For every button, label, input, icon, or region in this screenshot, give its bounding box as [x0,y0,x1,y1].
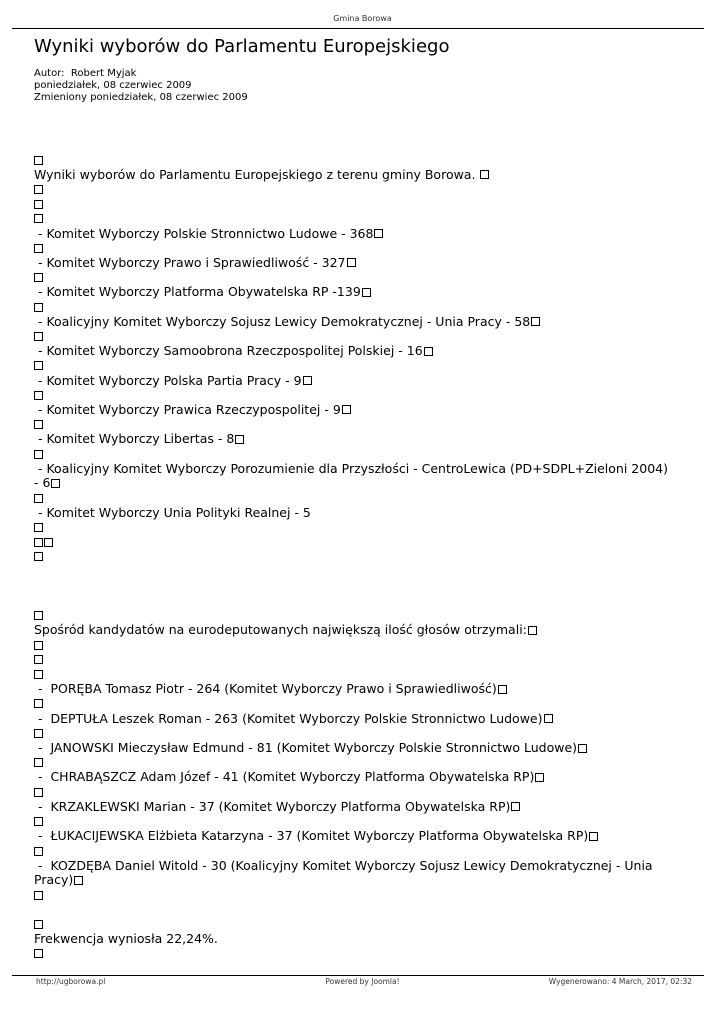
article-title: Wyniki wyborów do Parlamentu Europejskiego [34,36,450,57]
body-line [34,653,674,668]
missing-glyph-icon [34,611,43,620]
missing-glyph-icon [34,420,43,429]
body-text: - Koalicyjny Komitet Wyborczy Porozumienie dla Przyszłości - CentroLewica (PD+SDPL+Zieloni 2004) - 6 [34,460,672,491]
body-text: - CHRABĄSZCZ Adam Józef - 41 (Komitet Wyborczy Platforma Obywatelska RP) [34,769,535,785]
missing-glyph-icon [34,361,43,370]
missing-glyph-icon [34,185,43,194]
missing-glyph-icon [44,538,53,547]
body-line [34,932,674,947]
missing-glyph-icon [498,685,507,694]
body-text: - Komitet Wyborczy Prawica Rzeczypospolitej - 9 [34,401,341,417]
body-line [34,447,674,462]
missing-glyph-icon [34,450,43,459]
body-line [34,623,674,638]
body-line [34,712,674,727]
site-header: Gmina Borowa [333,14,392,23]
body-text: - Komitet Wyborczy Polska Partia Pracy - 9 [34,372,302,388]
body-line [34,359,674,374]
missing-glyph-icon [34,523,43,532]
body-line [34,462,674,491]
missing-glyph-icon [374,229,383,238]
body-line [34,903,674,918]
body-line [34,374,674,389]
missing-glyph-icon [34,391,43,400]
missing-glyph-icon [34,538,43,547]
missing-glyph-icon [74,876,83,885]
body-line [34,800,674,815]
body-line [34,579,674,594]
footer-divider [12,975,704,976]
body-text: - Komitet Wyborczy Unia Polityki Realnej - 5 [34,504,311,520]
body-text: - Komitet Wyborczy Libertas - 8 [34,431,235,447]
missing-glyph-icon [347,258,356,267]
body-line [34,285,674,300]
body-text: - PORĘBA Tomasz Piotr - 264 (Komitet Wyborczy Prawo i Sprawiedliwość) [34,681,497,697]
author-line [34,68,248,80]
missing-glyph-icon [34,214,43,223]
missing-glyph-icon [34,273,43,282]
body-line [34,829,674,844]
missing-glyph-icon [511,802,520,811]
body-line [34,535,674,550]
missing-glyph-icon [34,847,43,856]
body-line [34,859,674,888]
body-line [34,668,674,683]
body-line [34,682,674,697]
body-line [34,756,674,771]
body-line [34,521,674,536]
body-line [34,168,674,183]
body-line [34,197,674,212]
missing-glyph-icon [34,788,43,797]
author-name: Robert Myjak [70,68,137,79]
missing-glyph-icon [342,405,351,414]
created-date: poniedziałek, 08 czerwiec 2009 [34,80,192,91]
missing-glyph-icon [362,288,371,297]
body-text: - Komitet Wyborczy Samoobrona Rzeczpospolitej Polskiej - 16 [34,343,423,359]
footer-generated: Wygenerowano: 4 March, 2017, 02:32 [548,977,692,986]
missing-glyph-icon [544,714,553,723]
body-line [34,491,674,506]
body-line [34,329,674,344]
body-text: Frekwencja wyniosła 22,24%. [34,931,218,947]
modified-date: Zmieniony poniedziałek, 08 czerwiec 2009 [34,92,248,103]
missing-glyph-icon [34,332,43,341]
missing-glyph-icon [480,170,489,179]
missing-glyph-icon [535,773,544,782]
missing-glyph-icon [34,552,43,561]
header-divider [12,28,704,29]
missing-glyph-icon [589,832,598,841]
body-line [34,770,674,785]
missing-glyph-icon [34,891,43,900]
body-line [34,344,674,359]
body-line [34,741,674,756]
author-label: Autor: [34,68,65,79]
body-line [34,815,674,830]
missing-glyph-icon [531,317,540,326]
body-line [34,182,674,197]
body-line [34,241,674,256]
footer-powered-by: Powered by Joomla! [325,977,400,986]
missing-glyph-icon [578,744,587,753]
body-line [34,594,674,609]
body-line [34,565,674,580]
body-line [34,418,674,433]
body-line [34,918,674,933]
missing-glyph-icon [34,949,43,958]
missing-glyph-icon [34,303,43,312]
body-line [34,227,674,242]
missing-glyph-icon [303,376,312,385]
body-line [34,256,674,271]
body-line [34,403,674,418]
body-text: - Koalicyjny Komitet Wyborczy Sojusz Lewicy Demokratycznej - Unia Pracy - 58 [34,313,531,329]
body-line [34,844,674,859]
missing-glyph-icon [34,729,43,738]
body-text: - DEPTUŁA Leszek Roman - 263 (Komitet Wyborczy Polskie Stronnictwo Ludowe) [34,710,543,726]
body-text: - KRZAKLEWSKI Marian - 37 (Komitet Wyborczy Platforma Obywatelska RP) [34,798,511,814]
missing-glyph-icon [34,641,43,650]
body-line [34,300,674,315]
body-line [34,638,674,653]
missing-glyph-icon [34,817,43,826]
missing-glyph-icon [34,494,43,503]
body-line [34,388,674,403]
body-text: Spośród kandydatów na eurodeputowanych największą ilość głosów otrzymali: [34,622,527,638]
body-line [34,785,674,800]
body-text: - ŁUKACIJEWSKA Elżbieta Katarzyna - 37 (Komitet Wyborczy Platforma Obywatelska RP) [34,828,589,844]
body-line [34,315,674,330]
body-text: - JANOWSKI Mieczysław Edmund - 81 (Komitet Wyborczy Polskie Stronnictwo Ludowe) [34,740,578,756]
missing-glyph-icon [51,479,60,488]
missing-glyph-icon [34,920,43,929]
missing-glyph-icon [424,347,433,356]
missing-glyph-icon [528,626,537,635]
body-text: - KOZDĘBA Daniel Witold - 30 (Koalicyjny Komitet Wyborczy Sojusz Lewicy Demokratycznej - Unia Pracy) [34,857,657,888]
body-text: Wyniki wyborów do Parlamentu Europejskiego z terenu gminy Borowa. [34,166,480,182]
missing-glyph-icon [34,758,43,767]
body-line [34,271,674,286]
missing-glyph-icon [34,670,43,679]
body-line [34,947,674,962]
body-line [34,506,674,521]
body-line [34,609,674,624]
body-line [34,432,674,447]
missing-glyph-icon [34,200,43,209]
body-text: - Komitet Wyborczy Platforma Obywatelska RP -139 [34,284,361,300]
missing-glyph-icon [235,435,244,444]
missing-glyph-icon [34,699,43,708]
body-text: - Komitet Wyborczy Prawo i Sprawiedliwość - 327 [34,254,346,270]
body-line [34,888,674,903]
body-text: - Komitet Wyborczy Polskie Stronnictwo Ludowe - 368 [34,225,374,241]
body-line [34,697,674,712]
article-body [34,153,674,962]
article-meta [34,68,248,104]
missing-glyph-icon [34,244,43,253]
body-line [34,212,674,227]
body-line [34,550,674,565]
body-line [34,153,674,168]
missing-glyph-icon [34,655,43,664]
body-line [34,726,674,741]
missing-glyph-icon [34,156,43,165]
footer-url: http://ugborowa.pl [36,977,106,986]
